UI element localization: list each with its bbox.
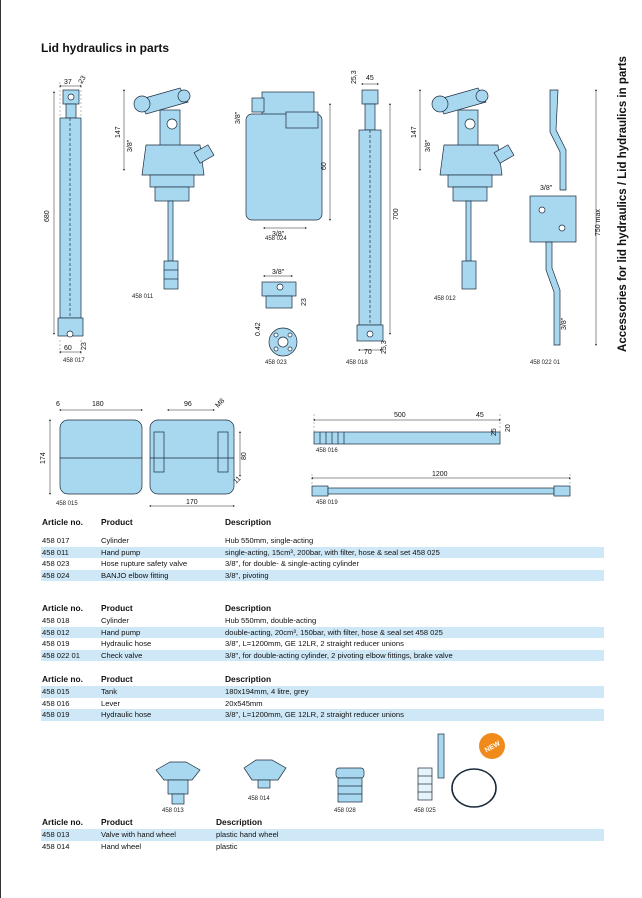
cell-article: 458 024 bbox=[41, 570, 100, 582]
dim-1200: 1200 bbox=[432, 471, 448, 478]
table-header-row bbox=[41, 601, 604, 615]
table-row bbox=[41, 535, 604, 547]
safety-valve-458023-drawing bbox=[262, 282, 297, 356]
hand-pump-458012-drawing bbox=[432, 88, 514, 289]
header-description: Description bbox=[225, 517, 272, 527]
dim-180: 180 bbox=[92, 401, 104, 408]
cell-article: 458 016 bbox=[42, 698, 70, 708]
table-row bbox=[41, 698, 604, 710]
parts-table-4 bbox=[41, 815, 604, 852]
dim-38-f: 3/8" bbox=[540, 185, 553, 192]
dim-60-elbow: 60 bbox=[321, 162, 328, 170]
table-row bbox=[41, 627, 604, 639]
cell-product: Hand pump bbox=[100, 547, 224, 559]
dim-38-g: 3/8" bbox=[561, 317, 568, 330]
filler-cap-458028-drawing bbox=[336, 768, 364, 802]
dim-37: 37 bbox=[64, 79, 72, 86]
header-description: Description bbox=[225, 603, 272, 613]
cell-article: 458 013 bbox=[41, 829, 100, 841]
dim-23-top: 23 bbox=[77, 74, 88, 85]
cell-product: Valve with hand wheel bbox=[100, 829, 215, 841]
header-description: Description bbox=[216, 817, 263, 827]
new-badge bbox=[479, 733, 505, 759]
caption-458024: 458 024 bbox=[265, 236, 287, 242]
dim-38-c: 3/8" bbox=[272, 231, 285, 238]
caption-458019: 458 019 bbox=[316, 500, 338, 506]
table-header-row bbox=[41, 815, 604, 829]
cylinder-458018-drawing bbox=[357, 90, 383, 341]
parts-table-2 bbox=[41, 601, 604, 661]
lever-458016-drawing bbox=[314, 432, 500, 444]
dim-60-bottom: 60 bbox=[64, 345, 72, 352]
header-description: Description bbox=[225, 674, 272, 684]
cell-product: Hose rupture safety valve bbox=[101, 559, 188, 569]
table-row bbox=[41, 709, 604, 721]
caption-458013: 458 013 bbox=[162, 808, 184, 814]
caption-458023: 458 023 bbox=[265, 360, 287, 366]
dim-80: 80 bbox=[241, 452, 248, 460]
cell-article: 458 019 bbox=[42, 639, 70, 649]
dim-23-valve: 23 bbox=[301, 298, 308, 306]
dim-38-a: 3/8" bbox=[127, 139, 134, 152]
caption-458028: 458 028 bbox=[334, 808, 356, 814]
table-row bbox=[41, 841, 604, 853]
cell-article: 458 015 bbox=[41, 686, 100, 698]
table-header-row bbox=[41, 672, 604, 686]
cell-description: 3/8", for double- & single-acting cylinder bbox=[225, 559, 359, 569]
cell-description: 180x194mm, 4 litre, grey bbox=[224, 686, 604, 698]
cell-description: 3/8", L=1200mm, GE 12LR, 2 straight reducer unions bbox=[225, 639, 404, 649]
dim-70: 70 bbox=[364, 349, 372, 356]
new-badge-text: NEW bbox=[483, 740, 502, 755]
cylinder-458017-drawing bbox=[58, 90, 83, 337]
cell-product: Hand pump bbox=[100, 627, 224, 639]
cell-description: 20x545mm bbox=[225, 698, 263, 708]
table-row bbox=[41, 547, 604, 559]
tank-side-458015-drawing bbox=[60, 420, 142, 494]
cell-product: Hydraulic hose bbox=[100, 709, 224, 721]
cell-description: Hub 550mm, single-acting bbox=[225, 536, 314, 545]
header-product: Product bbox=[101, 517, 133, 527]
dim-45-lever: 45 bbox=[476, 412, 484, 419]
cell-description: double-acting, 20cm³, 150bar, with filter, hose & seal set 458 025 bbox=[224, 627, 604, 639]
dim-750-max: 750 max bbox=[595, 209, 602, 236]
header-article: Article no. bbox=[42, 674, 83, 684]
table-row bbox=[41, 638, 604, 650]
dim-11: 11 bbox=[232, 475, 243, 486]
dim-147-a: 147 bbox=[115, 126, 122, 138]
caption-458025: 458 025 bbox=[414, 808, 436, 814]
dim-500: 500 bbox=[394, 412, 406, 419]
dim-25-3-top: 25,3 bbox=[351, 70, 358, 84]
table-row bbox=[41, 829, 604, 841]
header-article: Article no. bbox=[42, 517, 83, 527]
dim-147-b: 147 bbox=[411, 126, 418, 138]
cell-product: Cylinder bbox=[101, 616, 129, 625]
caption-458012: 458 012 bbox=[434, 296, 456, 302]
cell-article: 458 019 bbox=[41, 709, 100, 721]
dim-680: 680 bbox=[44, 210, 51, 222]
table-row bbox=[41, 615, 604, 627]
cell-product: Hand wheel bbox=[101, 841, 142, 851]
caption-458017: 458 017 bbox=[63, 358, 85, 364]
dim-96: 96 bbox=[184, 401, 192, 408]
banjo-elbow-458024-drawing bbox=[246, 92, 322, 220]
caption-458014: 458 014 bbox=[248, 796, 270, 802]
dim-20: 20 bbox=[505, 424, 512, 432]
dim-45-top: 45 bbox=[366, 75, 374, 82]
cell-article: 458 011 bbox=[41, 547, 100, 559]
cell-article: 458 012 bbox=[41, 627, 100, 639]
check-valve-45802201-drawing bbox=[530, 90, 576, 345]
hand-pump-458011-drawing bbox=[134, 88, 214, 289]
dim-m8: M8 bbox=[214, 397, 227, 410]
cell-description: Hub 550mm, double-acting bbox=[225, 616, 317, 625]
cell-description: single-acting, 15cm³, 200bar, with filter, hose & seal set 458 025 bbox=[224, 547, 604, 559]
dim-38-b: 3/8" bbox=[235, 111, 242, 124]
table-row bbox=[41, 686, 604, 698]
header-article: Article no. bbox=[42, 817, 83, 827]
dim-174: 174 bbox=[40, 452, 47, 464]
table-row bbox=[41, 558, 604, 570]
dim-0-42: 0.42 bbox=[255, 322, 262, 336]
cell-description: plastic hand wheel bbox=[215, 829, 604, 841]
header-product: Product bbox=[101, 674, 133, 684]
cell-product: Check valve bbox=[100, 650, 224, 662]
header-article: Article no. bbox=[42, 603, 83, 613]
parts-table-3 bbox=[41, 672, 604, 721]
hose-458019-drawing bbox=[312, 486, 570, 496]
cell-product: BANJO elbow fitting bbox=[100, 570, 224, 582]
dim-700: 700 bbox=[393, 208, 400, 220]
dim-170: 170 bbox=[186, 499, 198, 506]
cell-article: 458 023 bbox=[42, 559, 70, 569]
caption-458015: 458 015 bbox=[56, 501, 78, 507]
dim-25-3-bottom: 25,3 bbox=[381, 340, 388, 354]
cell-product: Tank bbox=[100, 686, 224, 698]
cell-article: 458 018 bbox=[42, 616, 70, 625]
cell-product: Cylinder bbox=[101, 536, 129, 545]
cell-product: Hydraulic hose bbox=[101, 639, 152, 649]
caption-458018: 458 018 bbox=[346, 360, 368, 366]
hand-wheel-458014-drawing bbox=[244, 760, 286, 788]
table-header-row bbox=[41, 515, 604, 529]
caption-458011: 458 011 bbox=[132, 294, 154, 300]
cell-article: 458 014 bbox=[42, 841, 70, 851]
dim-25: 25 bbox=[491, 428, 498, 436]
cell-description: 3/8", L=1200mm, GE 12LR, 2 straight reducer unions bbox=[224, 709, 604, 721]
cell-description: 3/8", for double-acting cylinder, 2 pivoting elbow fittings, brake valve bbox=[224, 650, 604, 662]
header-product: Product bbox=[101, 603, 133, 613]
parts-table-1 bbox=[41, 515, 604, 581]
valve-with-hand-wheel-458013-drawing bbox=[156, 762, 200, 804]
dim-6: 6 bbox=[56, 401, 60, 408]
cell-product: Lever bbox=[101, 698, 120, 708]
page-title: Lid hydraulics in parts bbox=[41, 41, 170, 55]
cell-article: 458 017 bbox=[42, 536, 70, 545]
header-product: Product bbox=[101, 817, 133, 827]
dim-23-bottom: 23 bbox=[81, 342, 88, 350]
table-row bbox=[41, 650, 604, 662]
tank-front-drawing bbox=[150, 420, 234, 494]
caption-458016: 458 016 bbox=[316, 448, 338, 454]
cell-description: plastic bbox=[216, 841, 238, 851]
side-title-text: Accessories for lid hydraulics / Lid hydraulics in parts bbox=[617, 56, 629, 352]
cell-description: 3/8", pivoting bbox=[224, 570, 604, 582]
caption-45802201: 458 022 01 bbox=[530, 360, 561, 366]
cell-article: 458 022 01 bbox=[41, 650, 100, 662]
dim-38-d: 3/8" bbox=[272, 269, 285, 276]
table-row bbox=[41, 570, 604, 582]
dim-38-e: 3/8" bbox=[425, 139, 432, 152]
